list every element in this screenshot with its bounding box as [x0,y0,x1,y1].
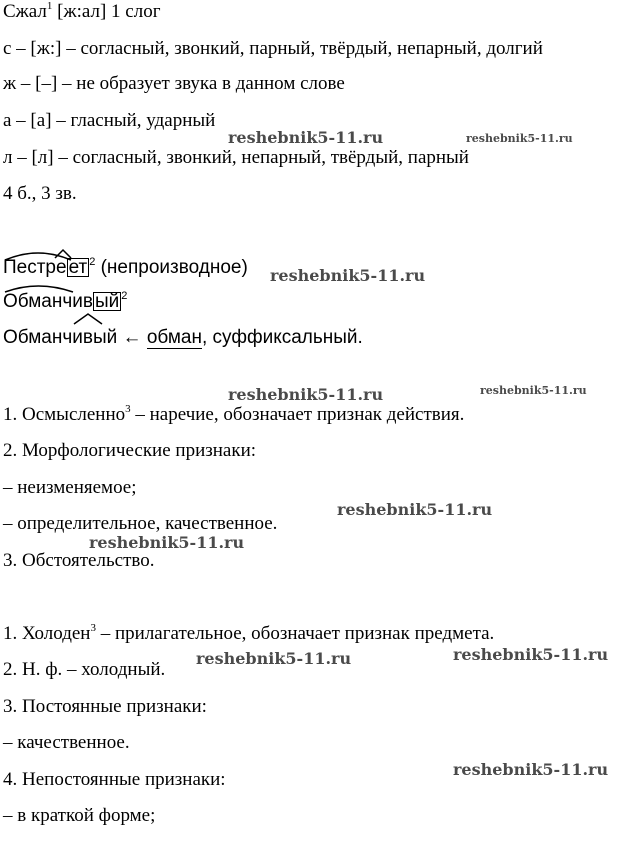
watermark: reshebnik5-11.ru [89,533,245,552]
word1-comment: (непроизводное) [100,257,248,278]
derivation-line [3,326,363,350]
word2-stem: Обманчив [3,291,93,312]
word1-stem: Пестре [3,257,67,278]
phonetic-title [3,0,161,24]
watermark: reshebnik5-11.ru [228,385,384,404]
adjective-line-3: – качественное. [3,732,130,753]
adjective-title [3,622,494,646]
phonetic-transcription: [ж:ал] 1 слог [57,1,161,22]
derivation-root: обман [146,327,202,348]
phonetic-line-2: ж – [–] – не образует звука в данном слове [3,73,345,94]
watermark: reshebnik5-11.ru [453,645,609,664]
adverb-note: 3 [125,402,131,415]
adverb-title [3,403,464,427]
adjective-definition: – прилагательное, обозначает признак предмета. [95,623,495,644]
phonetic-word: Сжал [3,1,47,22]
adverb-line-1: 2. Морфологические признаки: [3,440,257,461]
watermark: reshebnik5-11.ru [480,384,587,397]
adjective-line-1: 2. Н. ф. – холодный. [3,659,166,680]
phonetic-note: 1 [46,0,53,12]
derivation-rest: , суффиксальный. [201,327,363,348]
watermark: reshebnik5-11.ru [466,132,573,145]
watermark: reshebnik5-11.ru [270,266,426,285]
phonetic-line-3: а – [а] – гласный, ударный [3,110,216,131]
suffix-mark-icon [70,312,110,326]
word1-note: 2 [89,255,96,268]
word2-note: 2 [121,289,128,302]
adjective-line-5: – в краткой форме; [3,805,156,826]
phonetic-line-1: с – [ж:] – согласный, звонкий, парный, твёрдый, непарный, долгий [3,38,543,59]
watermark: reshebnik5-11.ru [453,760,609,779]
adverb-line-3: – определительное, качественное. [3,513,278,534]
morphemic-word-2 [3,290,127,314]
phonetic-line-5: 4 б., 3 зв. [3,183,77,204]
adverb-line-4: 3. Обстоятельство. [3,550,155,571]
adjective-word: 1. Холоден [3,623,91,644]
adjective-line-2: 3. Постоянные признаки: [3,696,207,717]
watermark: reshebnik5-11.ru [337,500,493,519]
adverb-line-2: – неизменяемое; [3,477,137,498]
adverb-definition: – наречие, обозначает признак действия. [130,404,465,425]
phonetic-line-4: л – [л] – согласный, звонкий, непарный, твёрдый, парный [3,147,469,168]
word2-ending-box: ый [94,291,120,312]
adjective-note: 3 [90,621,96,634]
word1-ending-box: ет [68,257,88,278]
watermark: reshebnik5-11.ru [228,128,384,147]
watermark: reshebnik5-11.ru [196,649,352,668]
derivation-word: Обманчивый ← [3,327,142,348]
adjective-line-4: 4. Непостоянные признаки: [3,769,226,790]
adverb-word: 1. Осмысленно [3,404,126,425]
morphemic-word-1 [3,256,248,280]
